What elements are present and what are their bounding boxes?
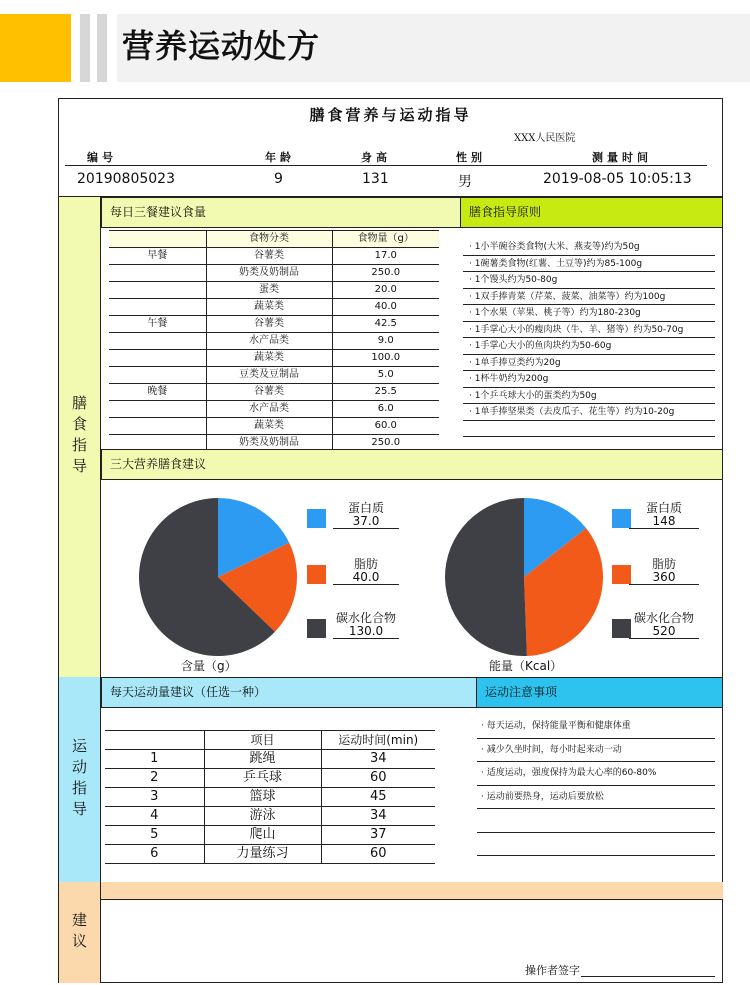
legend-swatch-fat [307,565,326,584]
meal-cell-amount: 17.0 [332,248,439,265]
legend-name: 脂肪 [651,557,676,571]
principle-item: · 1个馒头约为50-80g [463,272,715,289]
meal-cell-category: 谷薯类 [206,384,332,401]
grams-caption: 含量（g） [181,659,237,673]
meal-cell-amount: 100.0 [332,350,439,367]
meal-cell-meal [109,367,206,384]
exercise-cell-no: 2 [105,769,204,788]
exercise-cell-item: 乒乓球 [204,769,321,788]
kcal-pie [445,498,603,656]
meal-cell-meal [109,265,206,282]
meal-table-row [109,282,439,299]
meal-cell-amount: 5.0 [332,367,439,384]
principle-item: · 1单手捧豆类约为20g [463,355,715,372]
legend-name: 碳水化合物 [633,611,694,625]
meal-cell-meal [109,418,206,435]
value-time: 2019-08-05 10:05:13 [543,171,692,187]
advice-bar [101,882,723,900]
meal-cell-meal [109,401,206,418]
legend-name: 蛋白质 [645,501,682,515]
hospital-name: XXX人民医院 [514,133,576,144]
exercise-cell-minutes: 45 [321,788,435,807]
meal-cell-meal [109,299,206,316]
exercise-row [105,845,435,864]
principle-item: · 1小半碗谷类食物(大米、燕麦等)约为50g [463,239,715,256]
exercise-cell-item: 跳绳 [204,750,321,769]
meal-table-row [109,384,439,401]
meal-table-row [109,248,439,265]
note-item: · 每天运动，保持能量平衡和健康体重 [477,715,715,739]
notes-title: 运动注意事项 [477,677,723,708]
pie-slice-carb [445,498,527,656]
meal-cell-amount: 250.0 [332,435,439,452]
meal-cell-amount: 42.5 [332,316,439,333]
meal-cell-meal [109,333,206,350]
exercise-row [105,788,435,807]
nutrition-title: 三大营养膳食建议 [101,449,723,480]
meal-table-row [109,367,439,384]
exercise-table [105,730,435,864]
label-sex: 性别 [456,151,486,164]
notes-list [477,715,715,856]
meal-table-row [109,401,439,418]
principle-item: · 1手掌心大小的瘦肉块（牛、羊、猪等）约为50-70g [463,322,715,339]
grams-pie [139,498,297,656]
exercise-cell-no: 1 [105,750,204,769]
exercise-row [105,769,435,788]
meal-cell-category: 蛋类 [206,282,332,299]
exercise-cell-item: 游泳 [204,807,321,826]
exercise-side-label: 运动指导 [59,677,101,882]
meal-cell-category: 谷薯类 [206,248,332,265]
header-cell [109,231,206,248]
meal-table-row [109,316,439,333]
principle-item: · 1手掌心大小的鱼肉块约为50-60g [463,338,715,355]
header-cell [105,731,204,750]
exercise-cell-minutes: 37 [321,826,435,845]
legend-value: 148 [629,514,699,529]
note-item: · 适度运动，强度保持为最大心率的60-80% [477,762,715,786]
meal-cell-amount: 6.0 [332,401,439,418]
kcal-caption: 能量（Kcal） [489,659,563,673]
principle-item: · 1个乒乓球大小的蛋类约为50g [463,388,715,405]
label-height: 身高 [361,151,391,164]
meal-cell-meal [109,282,206,299]
header-stripe [80,14,90,82]
principle-list [463,239,715,437]
legend-name: 碳水化合物 [335,611,396,625]
meal-table-header [109,231,439,248]
legend-value: 130.0 [333,624,399,639]
meal-cell-amount: 20.0 [332,282,439,299]
meal-table-row [109,350,439,367]
principle-item [463,421,715,438]
exercise-cell-minutes: 34 [321,750,435,769]
legend-value: 520 [629,624,699,639]
signature-line[interactable] [581,976,715,977]
meal-cell-category: 蔬菜类 [206,350,332,367]
note-item [477,809,715,833]
legend-value: 40.0 [333,570,399,585]
signature-label: 操作者签字 [525,964,580,977]
principle-item: · 1个水果（苹果、桃子等）约为180-230g [463,305,715,322]
header-cell: 运动时间(min) [321,731,435,750]
meal-title: 每日三餐建议食量 [101,197,461,228]
prescription-form [58,98,723,983]
exercise-title: 每天运动量建议（任选一种） [101,677,477,708]
legend-value: 360 [629,570,699,585]
page-title: 营养运动处方 [122,27,321,65]
exercise-table-header [105,731,435,750]
exercise-cell-item: 力量练习 [204,845,321,864]
meal-cell-category: 奶类及奶制品 [206,265,332,282]
label-time: 测量时间 [592,151,652,164]
legend-swatch-protein [307,509,326,528]
meal-table-row [109,418,439,435]
meal-table [109,230,439,452]
exercise-cell-minutes: 60 [321,769,435,788]
legend-value: 37.0 [333,514,399,529]
header-stripe [97,14,107,82]
form-title: 膳食营养与运动指导 [309,106,472,124]
header-cell: 食物分类 [206,231,332,248]
meal-cell-category: 蔬菜类 [206,418,332,435]
header-line [65,165,707,166]
meal-cell-category: 水产品类 [206,333,332,350]
label-id: 编号 [87,151,117,164]
value-height: 131 [362,171,389,187]
value-id: 20190805023 [77,171,175,187]
legend-name: 蛋白质 [347,501,384,515]
exercise-cell-no: 4 [105,807,204,826]
meal-cell-category: 蔬菜类 [206,299,332,316]
meal-table-row [109,265,439,282]
meal-cell-category: 奶类及奶制品 [206,435,332,452]
meal-cell-meal: 晚餐 [109,384,206,401]
exercise-row [105,807,435,826]
legend-swatch-carb [307,619,326,638]
meal-cell-category: 豆类及豆制品 [206,367,332,384]
diet-side-label: 膳食指导 [59,197,101,677]
note-item: · 运动前要热身，运动后要放松 [477,786,715,810]
exercise-cell-minutes: 34 [321,807,435,826]
principle-item: · 1杯牛奶约为200g [463,371,715,388]
principle-item: · 1双手捧青菜（芹菜、菠菜、油菜等）约为100g [463,289,715,306]
exercise-cell-minutes: 60 [321,845,435,864]
exercise-row [105,750,435,769]
exercise-cell-no: 5 [105,826,204,845]
note-item [477,833,715,857]
advice-side-label: 建议 [59,882,101,983]
meal-cell-amount: 250.0 [332,265,439,282]
meal-cell-amount: 40.0 [332,299,439,316]
principle-item: · 1单手捧坚果类（去皮瓜子、花生等）约为10-20g [463,404,715,421]
value-sex: 男 [458,174,472,190]
meal-cell-meal: 午餐 [109,316,206,333]
exercise-row [105,826,435,845]
exercise-cell-no: 3 [105,788,204,807]
meal-cell-amount: 25.5 [332,384,439,401]
principle-title: 膳食指导原则 [461,197,723,228]
meal-cell-category: 谷薯类 [206,316,332,333]
meal-cell-meal: 早餐 [109,248,206,265]
meal-cell-amount: 60.0 [332,418,439,435]
meal-cell-amount: 9.0 [332,333,439,350]
label-age: 年龄 [265,151,295,164]
exercise-cell-item: 爬山 [204,826,321,845]
meal-table-row [109,299,439,316]
meal-cell-category: 水产品类 [206,401,332,418]
legend-name: 脂肪 [353,557,378,571]
exercise-cell-no: 6 [105,845,204,864]
meal-cell-meal [109,350,206,367]
note-item: · 减少久坐时间，每小时起来动一动 [477,739,715,763]
exercise-cell-item: 篮球 [204,788,321,807]
meal-table-row [109,333,439,350]
header-cell: 食物量（g） [332,231,439,248]
header-yellow-block [0,14,71,82]
header-cell: 项目 [204,731,321,750]
value-age: 9 [274,171,283,187]
principle-item: · 1碗薯类食物(红薯、土豆等)约为85-100g [463,256,715,273]
